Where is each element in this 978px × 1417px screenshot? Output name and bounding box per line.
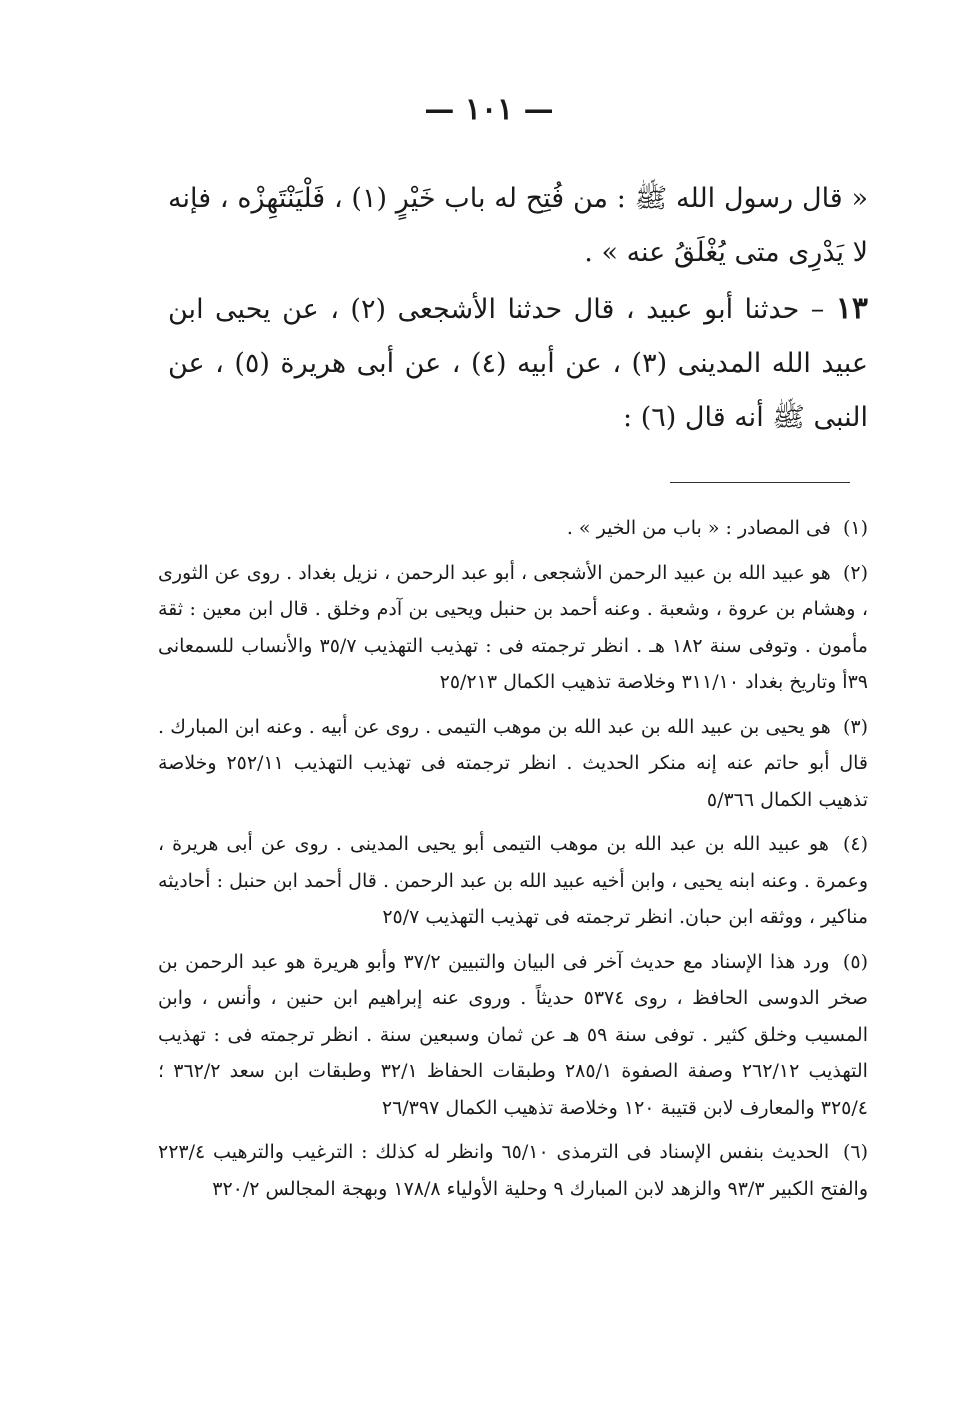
footnote-text: الحديث بنفس الإسناد فى الترمذى ٦٥/١٠ وانظر له كذلك : الترغيب والترهيب ٢٢٣/٤ والفتح الكبير ٩٣/٣ والزهد لابن المبارك ٩ وحلية الأولياء ١٧٨/٨ وبهجة المجالس ٣٢٠/٢	[158, 1141, 868, 1200]
footnote-3	[158, 709, 868, 819]
footnote-text: هو يحيى بن عبيد الله بن عبد الله بن موهب التيمى . روى عن أبيه . وعنه ابن المبارك . قال أبو حاتم عنه إنه منكر الحديث . انظر ترجمته فى تهذيب التهذيب ٢٥٢/١١ وخلاصة تذهيب الكمال ٥/٣٦٦	[158, 715, 868, 811]
footnote-4	[158, 826, 868, 936]
isnad-paragraph	[168, 282, 868, 445]
footnote-number: (٢)	[842, 561, 868, 584]
footnote-text: هو عبيد الله بن عبيد الرحمن الأشجعى ، أبو عبد الرحمن ، نزيل بغداد . روى عن الثورى ، وهشام بن عروة ، وشعبة . وعنه أحمد بن حنبل ويحيى بن آدم وخلق . قال ابن معين : ثقة مأمون . وتوفى سنة ١٨٢ هـ . انظر ترجمته فى : تهذيب التهذيب ٣٥/٧ والأنساب للسمعانى ٣٩أ وتاريخ بغداد ٣١١/١٠ وخلاصة تذهيب الكمال ٢٥/٢١٣	[158, 561, 868, 693]
footnote-separator	[670, 482, 850, 483]
footnote-6	[158, 1134, 868, 1207]
footnote-text: هو عبيد الله بن عبد الله بن موهب التيمى أبو يحيى المدينى . روى عن أبى هريرة ، وعمرة . وعنه ابنه يحيى ، وابن أخيه عبيد الله بن عبد الرحمن . قال أحمد ابن حنبل : أحاديثه مناكير ، ووثقه ابن حبان. انظر ترجمته فى تهذيب التهذيب ٢٥/٧	[158, 833, 868, 928]
footnote-number: (٣)	[842, 715, 868, 738]
footnote-number: (٥)	[842, 950, 868, 973]
isnad-text: – حدثنا أبو عبيد ، قال حدثنا الأشجعى (٢) ، عن يحيى ابن عبيد الله المدينى (٣) ، عن أبيه (٤) ، عن أبى هريرة (٥) ، عن النبى ﷺ أنه قال (٦) :	[168, 294, 868, 433]
hadith-text-paragraph: « قال رسول الله ﷺ : من فُتِح له باب خَيْرٍ (١) ، فَلْيَنْتَهِزْه ، فإنه لا يَدْرِى متى يُغْلَقُ عنه » .	[168, 183, 868, 268]
footnote-1	[158, 510, 868, 547]
footnote-number: (١)	[842, 517, 868, 539]
footnote-number: (٦)	[842, 1141, 868, 1163]
footnotes-section	[158, 510, 868, 1215]
page-number: — ١٠١ —	[424, 92, 554, 127]
footnote-5	[158, 944, 868, 1127]
footnote-text: فى المصادر : « باب من الخير » .	[566, 517, 831, 539]
footnote-2	[158, 555, 868, 701]
footnote-text: ورد هذا الإسناد مع حديث آخر فى البيان والتبيين ٣٧/٢ وأبو هريرة هو عبد الرحمن بن صخر الدوسى الحافظ ، روى ٥٣٧٤ حديثاً . وروى عنه إبراهيم ابن حنين ، وأنس ، وابن المسيب وخلق كثير . توفى سنة ٥٩ هـ عن ثمان وسبعين سنة . انظر ترجمته فى : تهذيب التهذيب ٢٦٢/١٢ وصفة الصفوة ٢٨٥/١ وطبقات الحفاظ ٣٢/١ وطبقات ابن سعد ٣٦٢/٢ ؛ ٣٢٥/٤ والمعارف لابن قتيبة ١٢٠ وخلاصة تذهيب الكمال ٢٦/٣٩٧	[158, 950, 868, 1119]
footnote-number: (٤)	[842, 833, 868, 855]
hadith-number: ١٣	[835, 291, 869, 326]
